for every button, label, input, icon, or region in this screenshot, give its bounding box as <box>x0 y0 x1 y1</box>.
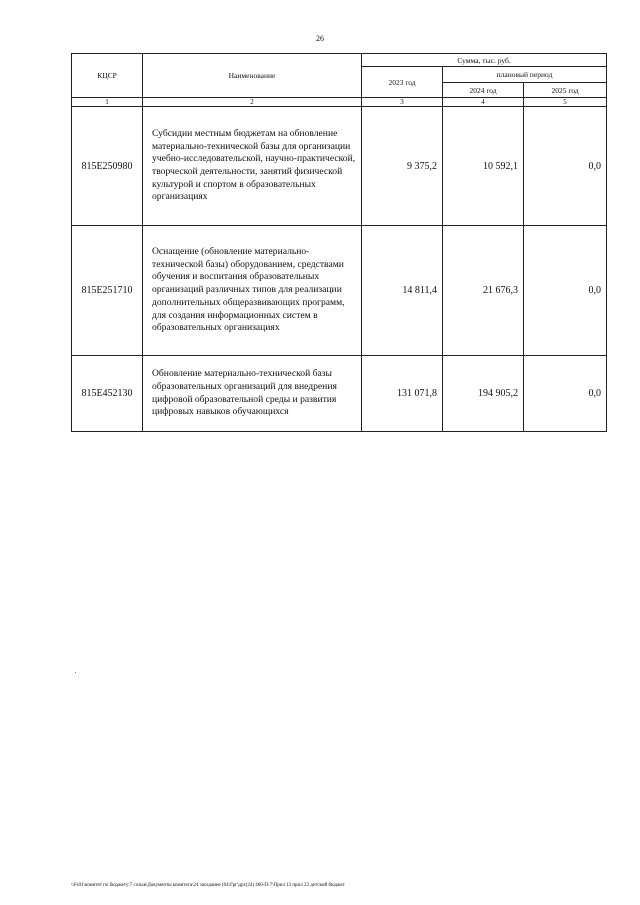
header-code: КЦСР <box>72 54 143 98</box>
header-2025: 2025 год <box>524 83 607 98</box>
header-sum: Сумма, тыс. руб. <box>362 54 607 67</box>
table-row <box>72 107 607 226</box>
row-value-2025: 0,0 <box>524 226 607 356</box>
col-number-3: 3 <box>362 98 443 107</box>
page-number: 26 <box>316 34 324 43</box>
row-value-2023: 131 071,8 <box>362 356 443 432</box>
table-row <box>72 226 607 356</box>
row-code: 815E251710 <box>72 226 143 356</box>
col-number-1: 1 <box>72 98 143 107</box>
row-name: Оснащение (обновление материально-технической базы) оборудованием, средствами обучения и воспитания образовательных организаций различных типов для реализации дополнительных общеразвивающих программ, для создания информационных систем в образовательных организациях <box>143 226 362 356</box>
col-number-2: 2 <box>143 98 362 107</box>
budget-table <box>71 53 607 432</box>
row-value-2023: 9 375,2 <box>362 107 443 226</box>
row-value-2025: 0,0 <box>524 107 607 226</box>
row-value-2025: 0,0 <box>524 356 607 432</box>
row-name: Обновление материально-технической базы образовательных организаций для внедрения цифровой образовательной среды и развития цифровых навыков обучающихся <box>143 356 362 432</box>
row-value-2024: 10 592,1 <box>443 107 524 226</box>
row-value-2024: 21 676,3 <box>443 226 524 356</box>
header-2023: 2023 год <box>362 67 443 98</box>
col-number-4: 4 <box>443 98 524 107</box>
table-row <box>72 356 607 432</box>
row-code: 815E250980 <box>72 107 143 226</box>
row-code: 815E452130 <box>72 356 143 432</box>
row-value-2024: 194 905,2 <box>443 356 524 432</box>
header-name: Наименование <box>143 54 362 98</box>
scan-dot <box>75 672 76 673</box>
footer-file-path: \\Fs01\комитет по бюджету\7 созыв\Документы комитета\24 заседание (04\Грг\дрг(24) 460-П-7\Прил 13 прил 23 детский бюджет <box>71 883 345 888</box>
col-number-5: 5 <box>524 98 607 107</box>
header-planned: плановый период <box>443 67 607 83</box>
header-2024: 2024 год <box>443 83 524 98</box>
row-name: Субсидии местным бюджетам на обновление материально-технической базы для организации учебно-исследовательской, научно-практической, творческой деятельности, занятий физической культурой и спортом в образовательных организациях <box>143 107 362 226</box>
row-value-2023: 14 811,4 <box>362 226 443 356</box>
